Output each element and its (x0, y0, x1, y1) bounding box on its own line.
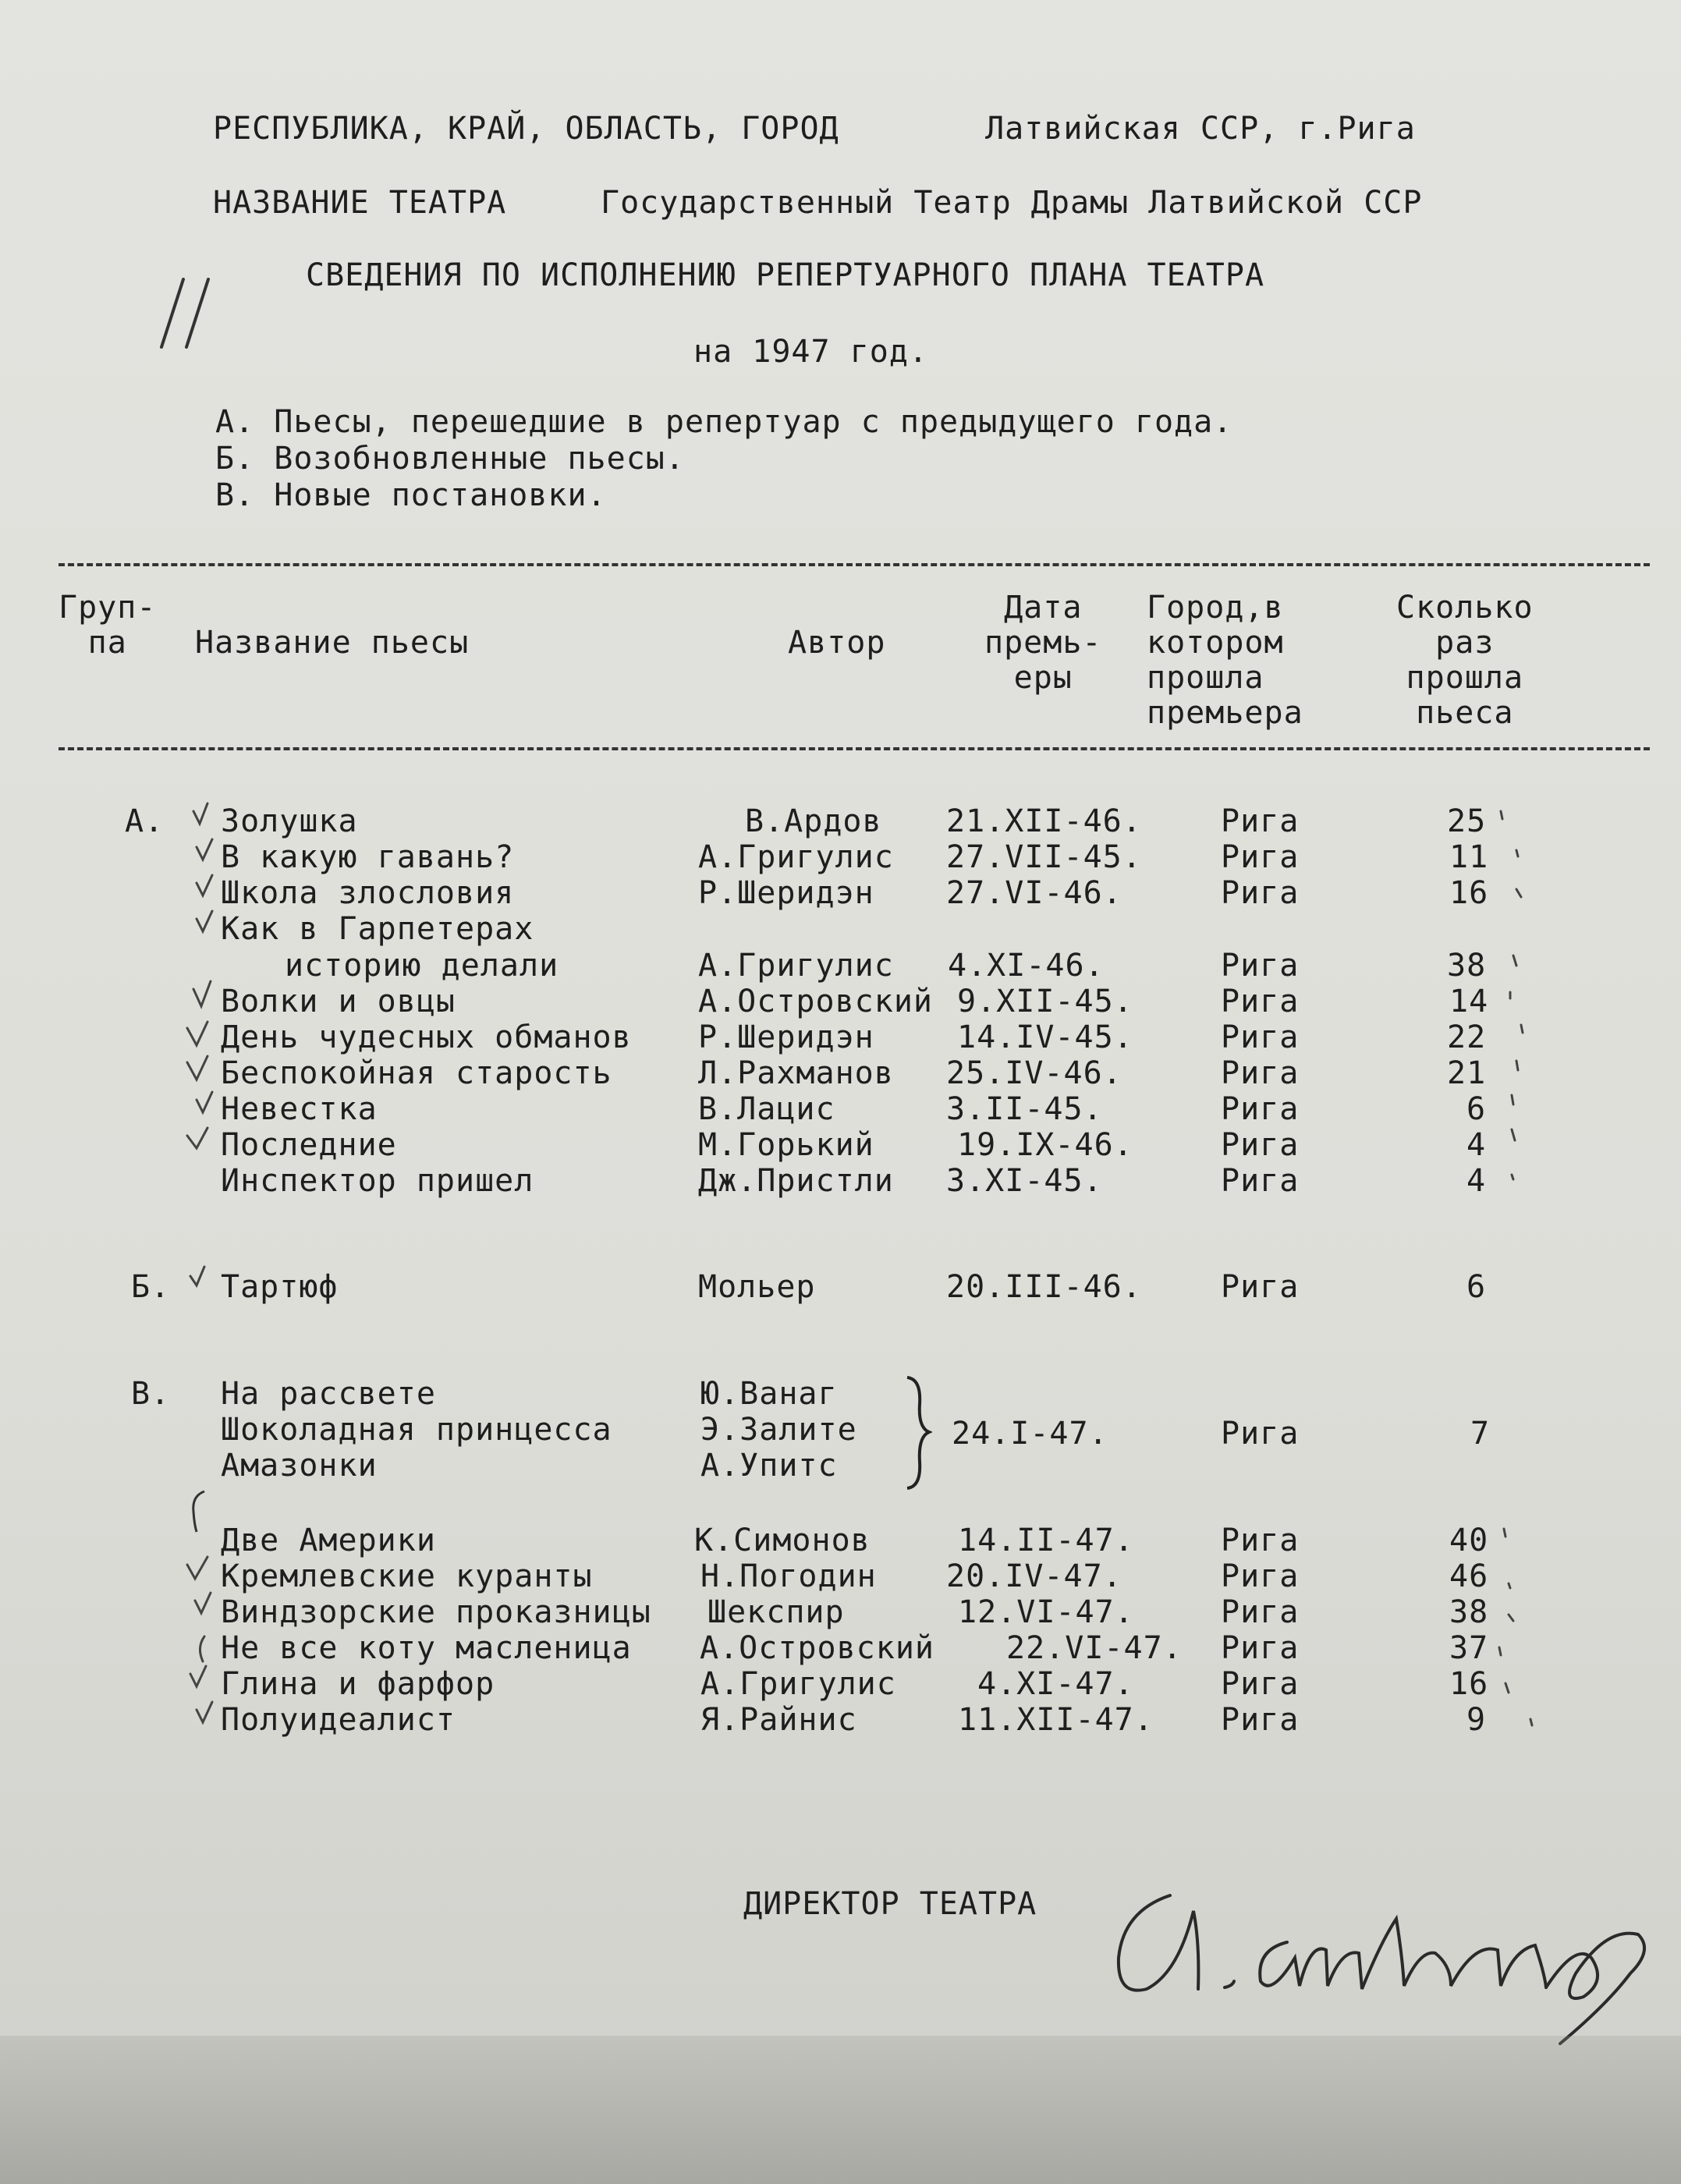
region-label: РЕСПУБЛИКА, КРАЙ, ОБЛАСТЬ, ГОРОД (213, 111, 839, 147)
play-title: День чудесных обманов (221, 1019, 632, 1055)
play-title-continued: историю делали (285, 948, 559, 984)
play-author: М.Горький (698, 1127, 874, 1163)
premiere-date: 11.XII-47. (958, 1702, 1154, 1738)
column-header-title: Название пьесы (195, 625, 470, 661)
play-title: В какую гавань? (221, 839, 515, 875)
performance-count: 16 (1449, 875, 1489, 911)
play-title: Не все коту масленица (221, 1630, 632, 1666)
performance-count: 38 (1449, 1594, 1489, 1630)
premiere-date: 4.XI-47. (977, 1666, 1134, 1702)
performance-count: 14 (1449, 984, 1489, 1019)
premiere-date: 20.IV-47. (946, 1558, 1122, 1594)
legend-item-a: А. Пьесы, перешедшие в репертуар с предыдущего года. (215, 404, 1233, 440)
play-author: А.Островский (700, 1630, 934, 1666)
performance-count: 4 (1466, 1163, 1487, 1199)
performance-count: 11 (1449, 839, 1489, 875)
performance-count: 46 (1449, 1558, 1489, 1594)
play-title: Две Америки (221, 1523, 436, 1558)
play-author: Дж.Пристли (698, 1163, 894, 1199)
performance-count: 9 (1466, 1702, 1487, 1738)
premiere-date: 14.II-47. (958, 1523, 1134, 1558)
play-title: Шоколадная принцесса (221, 1412, 612, 1448)
group-label-b: Б. (131, 1269, 171, 1305)
premiere-city: Рига (1221, 1630, 1300, 1666)
play-author: Мольер (698, 1269, 816, 1305)
performance-count: 38 (1447, 948, 1487, 984)
premiere-city: Рига (1221, 875, 1300, 911)
play-title: Полуидеалист (221, 1702, 456, 1738)
play-author: Я.Райнис (700, 1702, 857, 1738)
performance-count: 4 (1466, 1127, 1487, 1163)
play-author: В.Ардов (745, 803, 882, 839)
play-author: Н.Погодин (700, 1558, 877, 1594)
document-title: СВЕДЕНИЯ ПО ИСПОЛНЕНИЮ РЕПЕРТУАРНОГО ПЛАНА ТЕАТРА (306, 257, 1265, 293)
premiere-date: 24.I-47. (952, 1416, 1108, 1452)
premiere-city: Рига (1221, 1416, 1300, 1452)
play-author: Э.Залите (700, 1412, 857, 1448)
play-title: Беспокойная старость (221, 1055, 612, 1091)
premiere-city: Рига (1221, 1091, 1300, 1127)
premiere-date: 4.XI-46. (948, 948, 1105, 984)
premiere-date: 27.VII-45. (946, 839, 1142, 875)
theatre-label: НАЗВАНИЕ ТЕАТРА (213, 185, 507, 221)
performance-count: 21 (1447, 1055, 1487, 1091)
play-title: На рассвете (221, 1376, 436, 1412)
premiere-city: Рига (1221, 1702, 1300, 1738)
premiere-city: Рига (1221, 1594, 1300, 1630)
column-header-date: Дата премь- еры (984, 590, 1102, 696)
premiere-date: 3.II-45. (946, 1091, 1103, 1127)
play-author: А.Островский (698, 984, 933, 1019)
play-author: А.Григулис (698, 948, 894, 984)
play-title: Амазонки (221, 1448, 378, 1484)
play-author: Шекспир (708, 1594, 845, 1630)
play-title: Как в Гарпетерах (221, 911, 534, 947)
legend-item-v: В. Новые постановки. (215, 477, 607, 513)
performance-count: 7 (1470, 1416, 1491, 1452)
play-title: Золушка (221, 803, 358, 839)
performance-count: 40 (1449, 1523, 1489, 1558)
performance-count: 6 (1466, 1091, 1487, 1127)
play-title: Глина и фарфор (221, 1666, 495, 1702)
play-author: Р.Шеридэн (698, 1019, 874, 1055)
column-header-city: Город,в котором прошла премьера (1147, 590, 1303, 731)
premiere-city: Рига (1221, 1055, 1300, 1091)
document-year: на 1947 год. (693, 334, 928, 370)
play-author: А.Григулис (698, 839, 894, 875)
play-title: Школа злословия (221, 875, 515, 911)
column-header-author: Автор (788, 625, 886, 661)
play-author: Ю.Ванаг (700, 1376, 838, 1412)
play-title: Волки и овцы (221, 984, 456, 1019)
premiere-city: Рига (1221, 984, 1300, 1019)
play-author: Р.Шеридэн (698, 875, 874, 911)
director-label: ДИРЕКТОР ТЕАТРА (743, 1886, 1037, 1922)
premiere-city: Рига (1221, 803, 1300, 839)
play-title: Тартюф (221, 1269, 339, 1305)
performance-count: 25 (1447, 803, 1487, 839)
play-title: Виндзорские проказницы (221, 1594, 651, 1630)
play-title: Невестка (221, 1091, 378, 1127)
premiere-city: Рига (1221, 1269, 1300, 1305)
page-bottom-edge (0, 2036, 1681, 2184)
premiere-city: Рига (1221, 1127, 1300, 1163)
play-author: В.Лацис (698, 1091, 835, 1127)
premiere-date: 9.XII-45. (957, 984, 1133, 1019)
premiere-city: Рига (1221, 1666, 1300, 1702)
group-label-a: А. (125, 803, 165, 839)
premiere-date: 14.IV-45. (957, 1019, 1133, 1055)
play-title: Последние (221, 1127, 397, 1163)
premiere-date: 25.IV-46. (946, 1055, 1122, 1091)
premiere-city: Рига (1221, 839, 1300, 875)
play-author: А.Григулис (700, 1666, 896, 1702)
premiere-city: Рига (1221, 1558, 1300, 1594)
premiere-city: Рига (1221, 1163, 1300, 1199)
theatre-name: Государственный Театр Драмы Латвийской ССР (601, 185, 1423, 221)
premiere-city: Рига (1221, 948, 1300, 984)
play-title: Инспектор пришел (221, 1163, 534, 1199)
performance-count: 37 (1449, 1630, 1489, 1666)
legend-item-b: Б. Возобновленные пьесы. (215, 441, 685, 477)
column-header-count: Сколько раз прошла пьеса (1396, 590, 1534, 731)
group-label-v: В. (131, 1376, 171, 1412)
play-author: Л.Рахманов (698, 1055, 894, 1091)
premiere-city: Рига (1221, 1019, 1300, 1055)
play-title: Кремлевские куранты (221, 1558, 593, 1594)
play-author: К.Симонов (694, 1523, 871, 1558)
performance-count: 16 (1449, 1666, 1489, 1702)
premiere-date: 22.VI-47. (1006, 1630, 1183, 1666)
region-value: Латвийская ССР, г.Рига (985, 111, 1416, 147)
premiere-date: 27.VI-46. (946, 875, 1122, 911)
premiere-date: 21.XII-46. (946, 803, 1142, 839)
premiere-date: 12.VI-47. (958, 1594, 1134, 1630)
premiere-date: 19.IX-46. (957, 1127, 1133, 1163)
premiere-date: 20.III-46. (946, 1269, 1142, 1305)
column-header-group: Груп- па (59, 590, 157, 661)
play-author: А.Упитс (700, 1448, 838, 1484)
premiere-city: Рига (1221, 1523, 1300, 1558)
performance-count: 6 (1466, 1269, 1487, 1305)
performance-count: 22 (1447, 1019, 1487, 1055)
premiere-date: 3.XI-45. (946, 1163, 1103, 1199)
director-signature (1108, 1849, 1669, 2051)
